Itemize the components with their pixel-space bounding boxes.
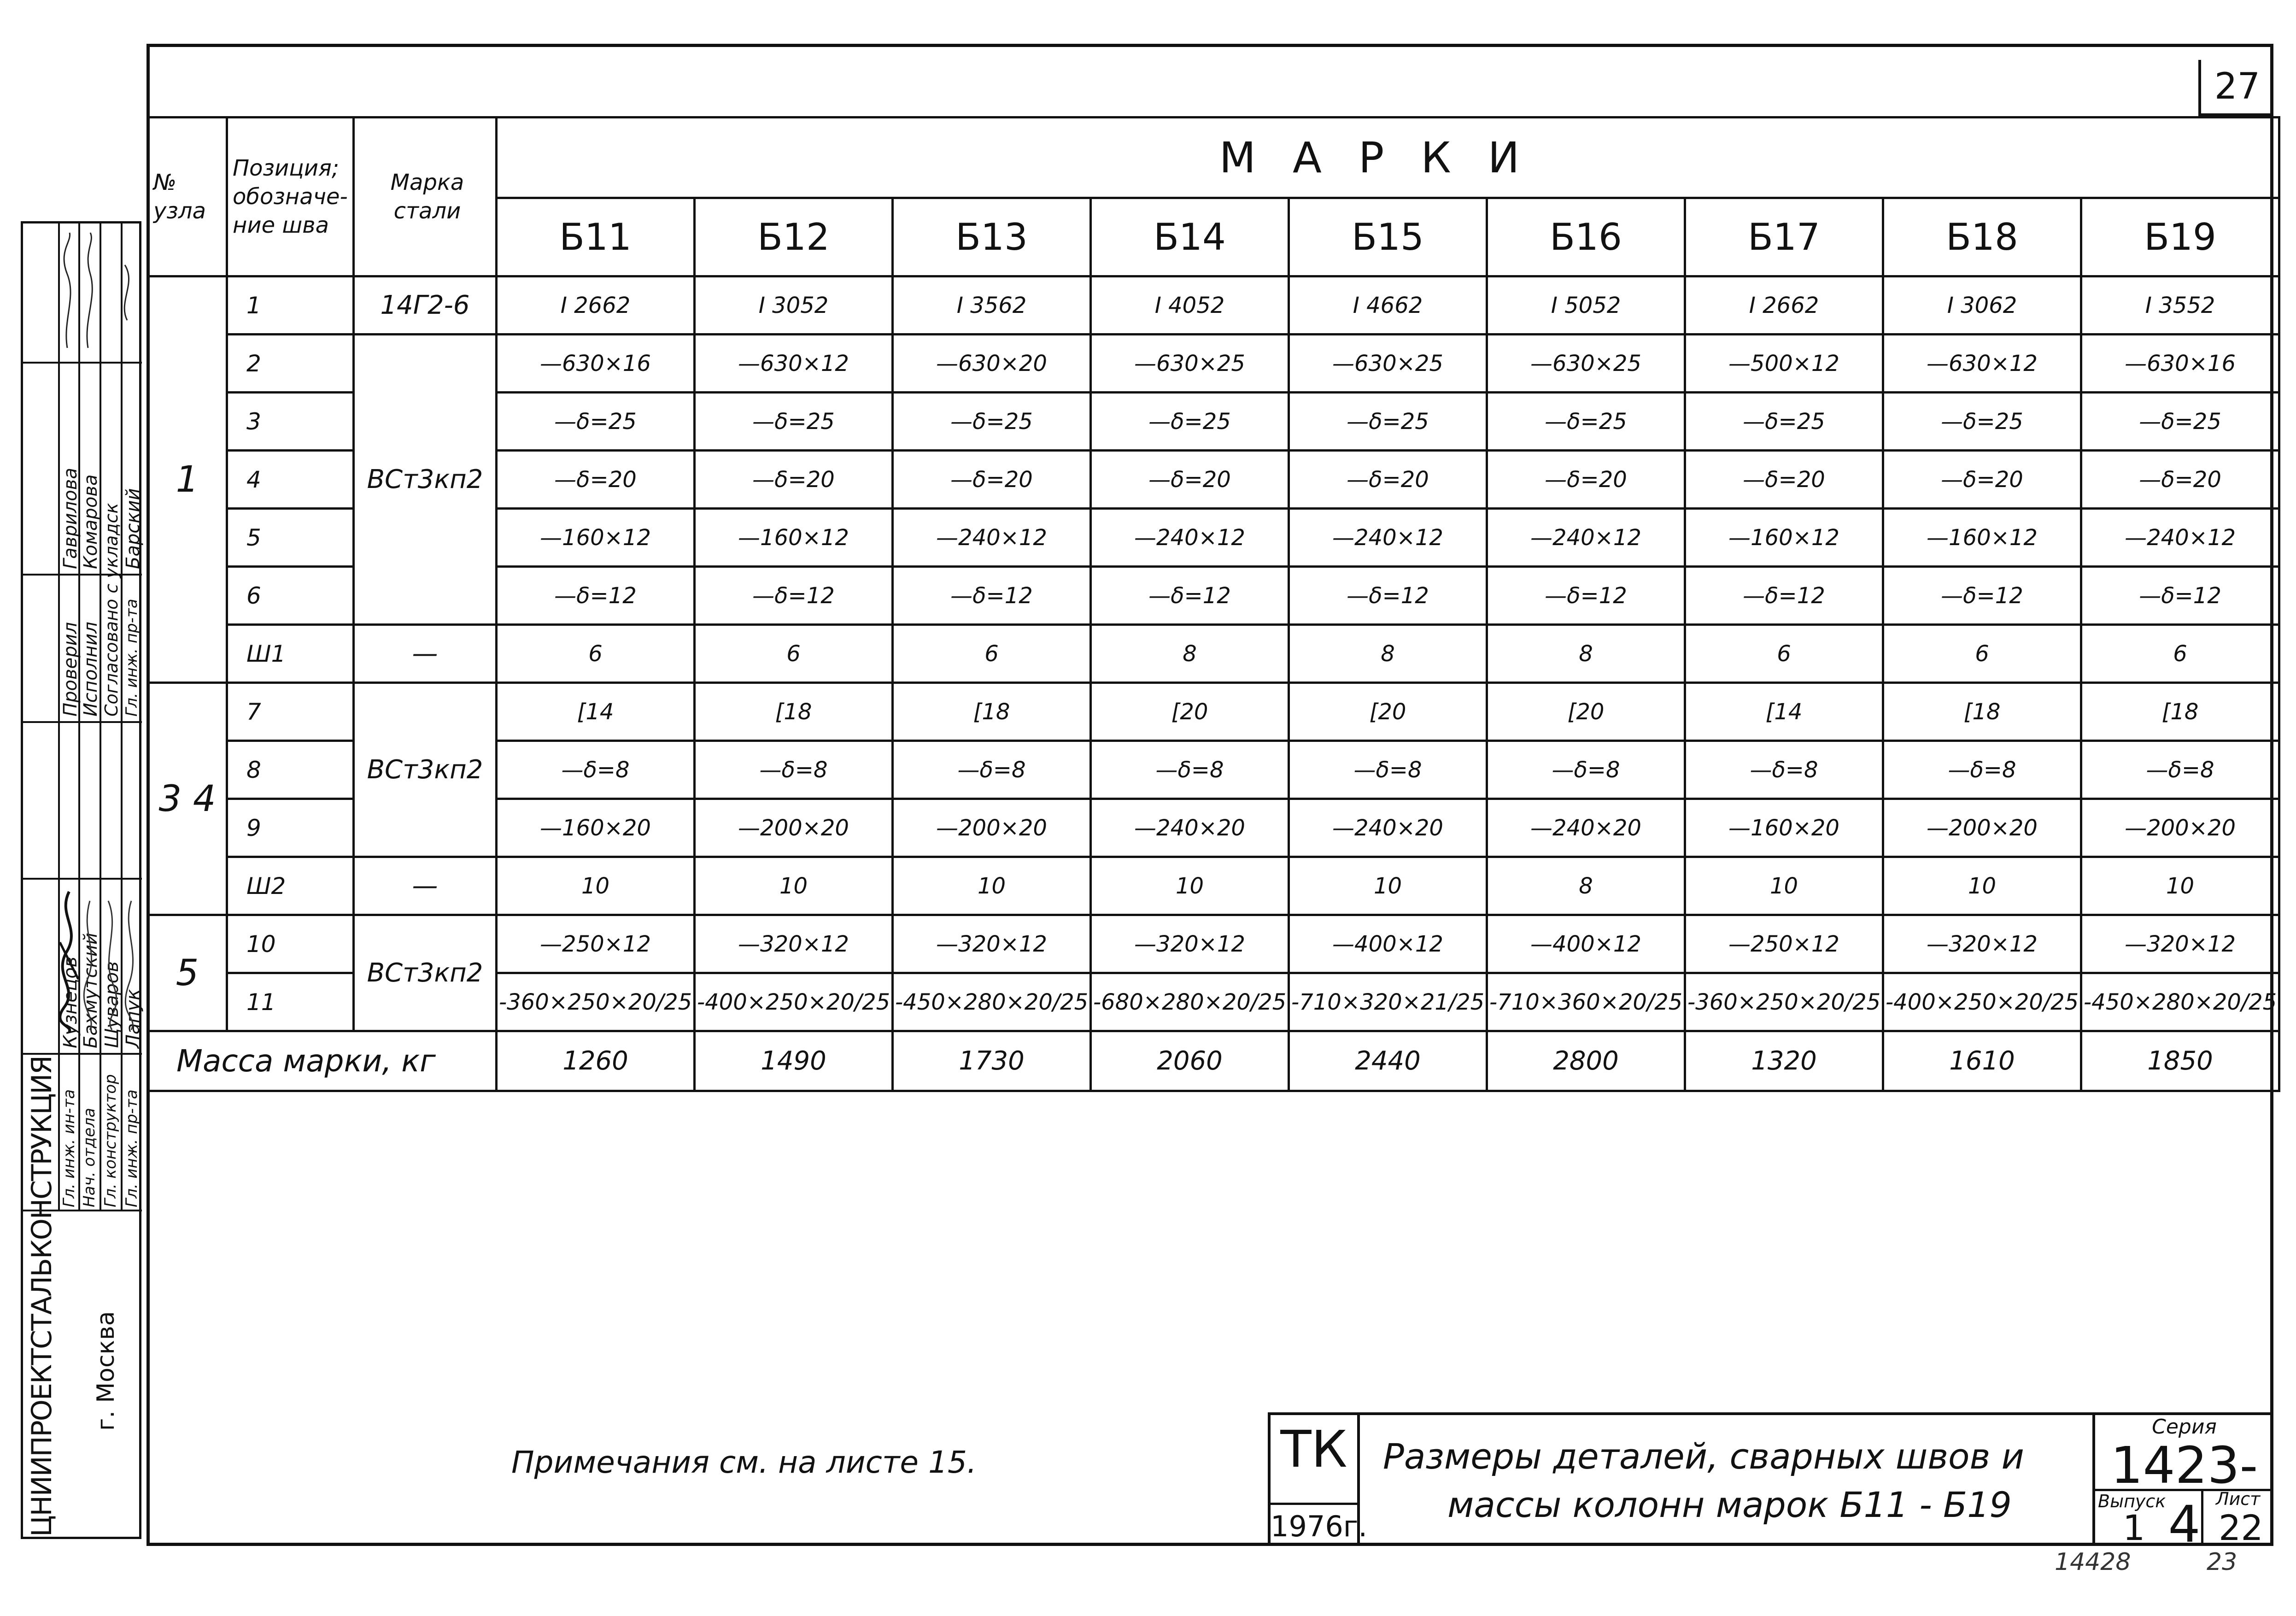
value-cell: 10 [893,857,1091,915]
mass-value: 2800 [1487,1031,1685,1091]
mass-value: 2440 [1289,1031,1487,1091]
mark-header-5: Б15 [1289,198,1487,276]
value-cell: —δ=8 [695,741,893,799]
value-cell: —160×20 [1685,799,1883,857]
value-cell: —δ=20 [1289,451,1487,509]
value-cell: -680×280×20/25 [1091,973,1289,1031]
node-number: 5 [148,915,227,1031]
steel-grade-cell: ВСт3кп2 [354,915,497,1031]
position-cell: Ш2 [227,857,354,915]
position-cell: 4 [227,451,354,509]
value-cell: —320×12 [695,915,893,973]
value-cell: —240×12 [893,509,1091,567]
mass-value: 1850 [2081,1031,2279,1091]
archive-page: 23 [2207,1548,2237,1576]
value-cell: —240×20 [1487,799,1685,857]
node-number: 1 [148,276,227,683]
mass-value: 1260 [497,1031,695,1091]
value-cell: I 5052 [1487,276,1685,335]
value-cell: —δ=25 [1685,393,1883,451]
value-cell: —240×12 [1091,509,1289,567]
header-steel-grade: Марка стали [354,118,497,276]
value-cell: —δ=8 [1487,741,1685,799]
value-cell: 10 [1685,857,1883,915]
value-cell: I 3052 [695,276,893,335]
value-cell: 10 [2081,857,2279,915]
value-cell: [20 [1487,683,1685,741]
series-number: 1423-4 [2110,1436,2258,1554]
value-cell: —630×25 [1091,335,1289,393]
table-row [148,915,2279,973]
position-cell: 8 [227,741,354,799]
value-cell: —500×12 [1685,335,1883,393]
value-cell: —δ=8 [1091,741,1289,799]
value-cell: —δ=20 [1487,451,1685,509]
value-cell: —δ=12 [497,567,695,625]
position-cell: 6 [227,567,354,625]
value-cell: I 3552 [2081,276,2279,335]
table-row [148,625,2279,683]
value-cell: —δ=8 [1883,741,2081,799]
table-row [148,276,2279,335]
value-cell: —240×20 [1091,799,1289,857]
value-cell: —δ=20 [1685,451,1883,509]
value-cell: [18 [695,683,893,741]
stamp-role-4: Гл. инж. пр-та [123,1089,141,1207]
stamp-check-role-2: Исполнил [80,622,101,717]
signature-4 [120,896,143,1034]
value-cell: —630×12 [1883,335,2081,393]
stamp-name-4: Лапук [123,989,144,1048]
mark-header-1: Б11 [497,198,695,276]
value-cell: I 3062 [1883,276,2081,335]
value-cell: -360×250×20/25 [497,973,695,1031]
sheet-number: 27 [2198,60,2273,116]
value-cell: —δ=8 [1289,741,1487,799]
value-cell: —δ=8 [497,741,695,799]
value-cell: —δ=12 [695,567,893,625]
value-cell: 8 [1289,625,1487,683]
value-cell: —δ=12 [1883,567,2081,625]
value-cell: —200×20 [695,799,893,857]
value-cell: —δ=25 [1091,393,1289,451]
parts-table [146,116,2280,1092]
value-cell: —δ=12 [893,567,1091,625]
signature-5 [58,228,141,357]
table-row [148,683,2279,741]
value-cell: -710×360×20/25 [1487,973,1685,1031]
value-cell: —400×12 [1289,915,1487,973]
value-cell: I 4662 [1289,276,1487,335]
value-cell: —δ=25 [2081,393,2279,451]
value-cell: [18 [2081,683,2279,741]
mass-value: 2060 [1091,1031,1289,1091]
stamp-check-name-2: Комарова [80,474,101,569]
steel-grade-cell: 14Г2-6 [354,276,497,335]
archive-number: 14428 [2055,1548,2131,1576]
table-row [148,335,2279,393]
mark-header-7: Б17 [1685,198,1883,276]
position-cell: 3 [227,393,354,451]
value-cell: 6 [1685,625,1883,683]
value-cell: —630×12 [695,335,893,393]
stamp-name-1: Кузнецов [60,956,81,1048]
value-cell: —δ=20 [1883,451,2081,509]
value-cell: 10 [695,857,893,915]
value-cell: —160×12 [695,509,893,567]
value-cell: 6 [497,625,695,683]
value-cell: [14 [1685,683,1883,741]
stamp-check-role-1: Проверил [60,622,81,717]
drawing-title-line-1: Размеры деталей, сварных швов и [1383,1436,2024,1477]
mass-value: 1610 [1883,1031,2081,1091]
node-number: 3 4 [148,683,227,915]
left-stamp [21,221,144,1539]
value-cell: —δ=25 [893,393,1091,451]
stamp-check-name-4: Барский [123,488,144,569]
value-cell: —200×20 [2081,799,2279,857]
value-cell: —250×12 [1685,915,1883,973]
mass-row [148,1031,2279,1091]
tk-code: ТК [1280,1420,1347,1479]
value-cell: —160×12 [1685,509,1883,567]
series-label: Серия [2152,1415,2217,1439]
issue-label: Выпуск [2098,1491,2166,1511]
value-cell: —δ=12 [1487,567,1685,625]
value-cell: —δ=25 [1487,393,1685,451]
tk-box [1268,1415,1368,1546]
position-cell: 1 [227,276,354,335]
mass-label: Масса марки, кг [148,1031,497,1091]
value-cell: I 2662 [497,276,695,335]
value-cell: —250×12 [497,915,695,973]
drawing-title-line-2: массы колонн марок Б11 - Б19 [1447,1484,2012,1525]
value-cell: 6 [893,625,1091,683]
stamp-check-role-4: Гл. инж. пр-та [123,599,141,717]
mass-value: 1320 [1685,1031,1883,1091]
value-cell: —200×20 [893,799,1091,857]
value-cell: —160×12 [1883,509,2081,567]
stamp-name-3: Щуваров [101,961,123,1048]
stamp-role-3: Гл. конструктор [101,1074,120,1207]
value-cell: —δ=20 [1091,451,1289,509]
value-cell: —160×12 [497,509,695,567]
value-cell: -400×250×20/25 [1883,973,2081,1031]
stamp-city: г. Москва [92,1311,120,1431]
value-cell: —δ=25 [695,393,893,451]
mass-value: 1490 [695,1031,893,1091]
value-cell: -710×320×21/25 [1289,973,1487,1031]
value-cell: [20 [1091,683,1289,741]
value-cell: —400×12 [1487,915,1685,973]
steel-grade-cell: ВСт3кп2 [354,335,497,625]
value-cell: —δ=25 [497,393,695,451]
value-cell: [18 [1883,683,2081,741]
value-cell: —630×25 [1289,335,1487,393]
value-cell: —δ=20 [695,451,893,509]
value-cell: —δ=8 [1685,741,1883,799]
value-cell: —δ=12 [1091,567,1289,625]
position-cell: 2 [227,335,354,393]
value-cell: I 3562 [893,276,1091,335]
value-cell: 10 [1091,857,1289,915]
value-cell: —δ=25 [1289,393,1487,451]
mark-header-9: Б19 [2081,198,2279,276]
stamp-organization: ЦНИИПРОЕКТСТАЛЬКОНСТРУКЦИЯ [26,1056,58,1537]
mark-header-3: Б13 [893,198,1091,276]
value-cell: —δ=8 [2081,741,2279,799]
value-cell: [14 [497,683,695,741]
header-marks-title: МАРКИ [497,118,2279,198]
value-cell: —240×12 [2081,509,2279,567]
value-cell: 6 [1883,625,2081,683]
value-cell: —320×12 [1091,915,1289,973]
mass-value: 1730 [893,1031,1091,1091]
steel-grade-cell: — [354,857,497,915]
position-cell: 7 [227,683,354,741]
steel-grade-cell: — [354,625,497,683]
value-cell: —240×12 [1289,509,1487,567]
position-cell: 5 [227,509,354,567]
stamp-check-name-1: Гаврилова [60,468,81,569]
value-cell: —200×20 [1883,799,2081,857]
value-cell: —δ=20 [2081,451,2279,509]
title-block [1268,1412,2273,1554]
value-cell: I 2662 [1685,276,1883,335]
series-box [2092,1415,2273,1554]
mark-header-8: Б18 [1883,198,2081,276]
value-cell: -360×250×20/25 [1685,973,1883,1031]
mark-header-4: Б14 [1091,198,1289,276]
value-cell: 8 [1487,625,1685,683]
steel-grade-cell: ВСт3кп2 [354,683,497,857]
header-node-no: № узла [148,118,227,276]
value-cell: —240×20 [1289,799,1487,857]
value-cell: -450×280×20/25 [893,973,1091,1031]
position-cell: Ш1 [227,625,354,683]
value-cell: [18 [893,683,1091,741]
value-cell: —320×12 [893,915,1091,973]
stamp-check-role-3: Согласовано с укладск [101,503,122,717]
stamp-name-2: Бахмутский [80,933,101,1048]
table-row [148,857,2279,915]
value-cell: —160×20 [497,799,695,857]
mark-header-2: Б12 [695,198,893,276]
value-cell: —320×12 [1883,915,2081,973]
value-cell: —δ=25 [1883,393,2081,451]
position-cell: 10 [227,915,354,973]
value-cell: 8 [1487,857,1685,915]
value-cell: 6 [695,625,893,683]
position-cell: 9 [227,799,354,857]
value-cell: —630×16 [2081,335,2279,393]
value-cell: I 4052 [1091,276,1289,335]
value-cell: —δ=12 [1685,567,1883,625]
value-cell: 10 [1289,857,1487,915]
note-text: Примечания см. на листе 15. [511,1445,977,1480]
value-cell: —630×25 [1487,335,1685,393]
tk-year: 1976г. [1271,1503,1357,1548]
signature-2 [78,896,101,1034]
position-cell: 11 [227,973,354,1031]
value-cell: —δ=20 [497,451,695,509]
header-position: Позиция; обозначе- ние шва [227,118,354,276]
value-cell: 6 [2081,625,2279,683]
value-cell: —δ=12 [2081,567,2279,625]
value-cell: 10 [1883,857,2081,915]
issue-value: 1 [2123,1507,2145,1548]
value-cell: —δ=8 [893,741,1091,799]
sheet-value: 22 [2219,1507,2263,1548]
value-cell: -450×280×20/25 [2081,973,2279,1031]
value-cell: —630×20 [893,335,1091,393]
stamp-role-1: Гл. инж. ин-та [60,1089,78,1207]
value-cell: —δ=12 [1289,567,1487,625]
value-cell: 10 [497,857,695,915]
value-cell: —δ=20 [893,451,1091,509]
value-cell: [20 [1289,683,1487,741]
value-cell: —240×12 [1487,509,1685,567]
sheet-label: Лист [2216,1489,2261,1509]
value-cell: —320×12 [2081,915,2279,973]
value-cell: 8 [1091,625,1289,683]
value-cell: —630×16 [497,335,695,393]
mark-header-6: Б16 [1487,198,1685,276]
stamp-role-2: Нач. отдела [80,1108,99,1207]
signature-3 [99,896,122,1034]
value-cell: -400×250×20/25 [695,973,893,1031]
